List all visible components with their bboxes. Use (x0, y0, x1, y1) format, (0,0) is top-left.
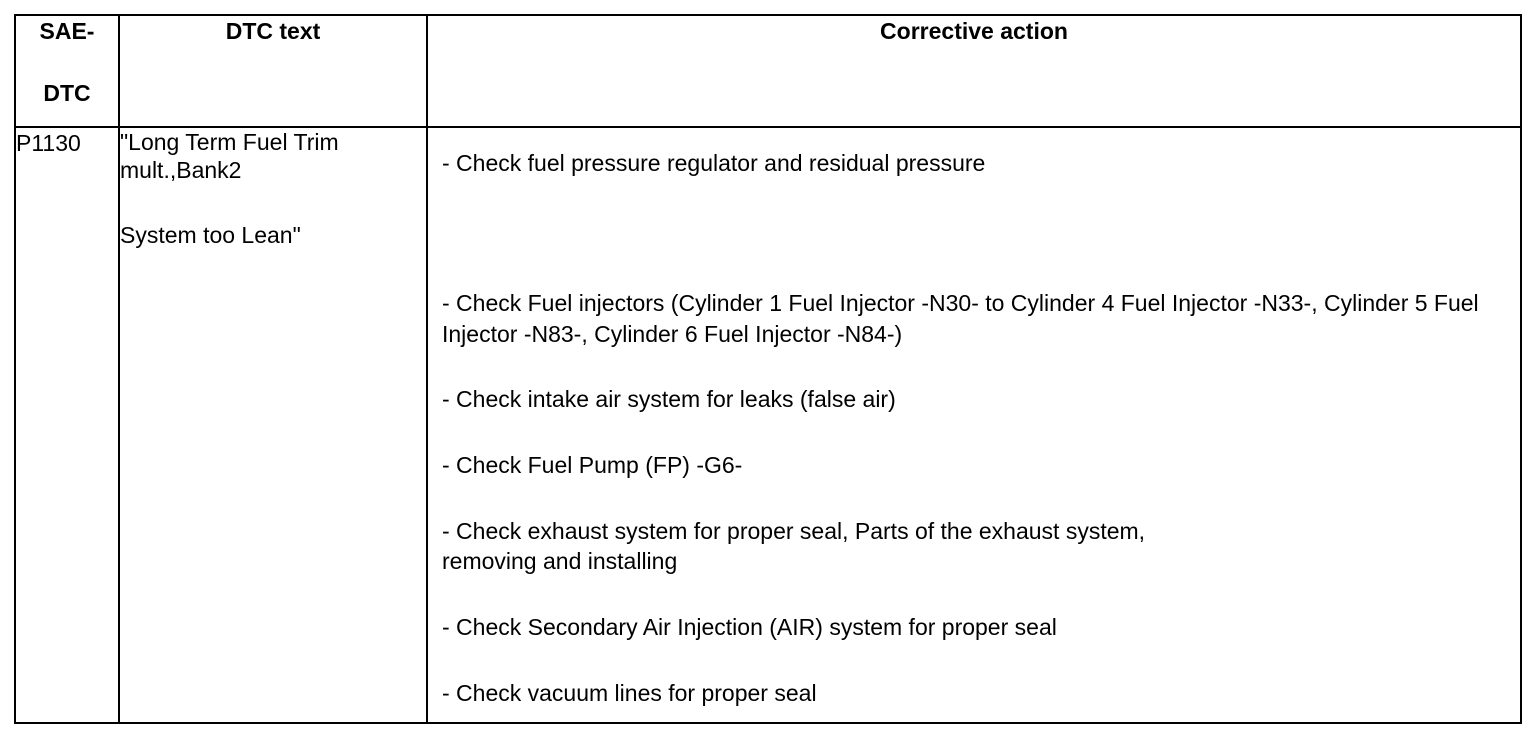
action-item: - Check Fuel Pump (FP) -G6- (442, 452, 743, 478)
header-corrective-action: Corrective action (427, 15, 1521, 127)
action-item: - Check Fuel injectors (Cylinder 1 Fuel Injector -N30- to Cylinder 4 Fuel Injector -N33-, Cylinder 5 Fuel Injector -N83-, Cylinder 6 Fuel Injector -N84-) (442, 290, 1479, 347)
dtc-text-line1: "Long Term Fuel Trim mult.,Bank2 (120, 129, 339, 183)
action-item: - Check Secondary Air Injection (AIR) system for proper seal (442, 614, 1057, 640)
table-row (15, 127, 1521, 723)
action-item: removing and installing (442, 548, 678, 574)
dtc-text-line2: System too Lean" (120, 222, 301, 248)
action-item: - Check vacuum lines for proper seal (442, 680, 817, 706)
dtc-code-cell (15, 127, 119, 723)
dtc-text-cell (119, 127, 427, 723)
dtc-table (14, 14, 1522, 724)
dtc-code: P1130 (16, 130, 81, 156)
header-sae-dtc (15, 15, 119, 127)
corrective-action-cell (427, 127, 1521, 723)
header-sae-line2: DTC (43, 80, 91, 106)
table-header-row (15, 15, 1521, 127)
header-sae-line1: SAE- (39, 18, 95, 44)
header-dtc-text: DTC text (119, 15, 427, 127)
action-item: - Check exhaust system for proper seal, Parts of the exhaust system, (442, 518, 1146, 544)
action-item: - Check fuel pressure regulator and residual pressure (442, 150, 986, 176)
action-item: - Check intake air system for leaks (false air) (442, 386, 896, 412)
